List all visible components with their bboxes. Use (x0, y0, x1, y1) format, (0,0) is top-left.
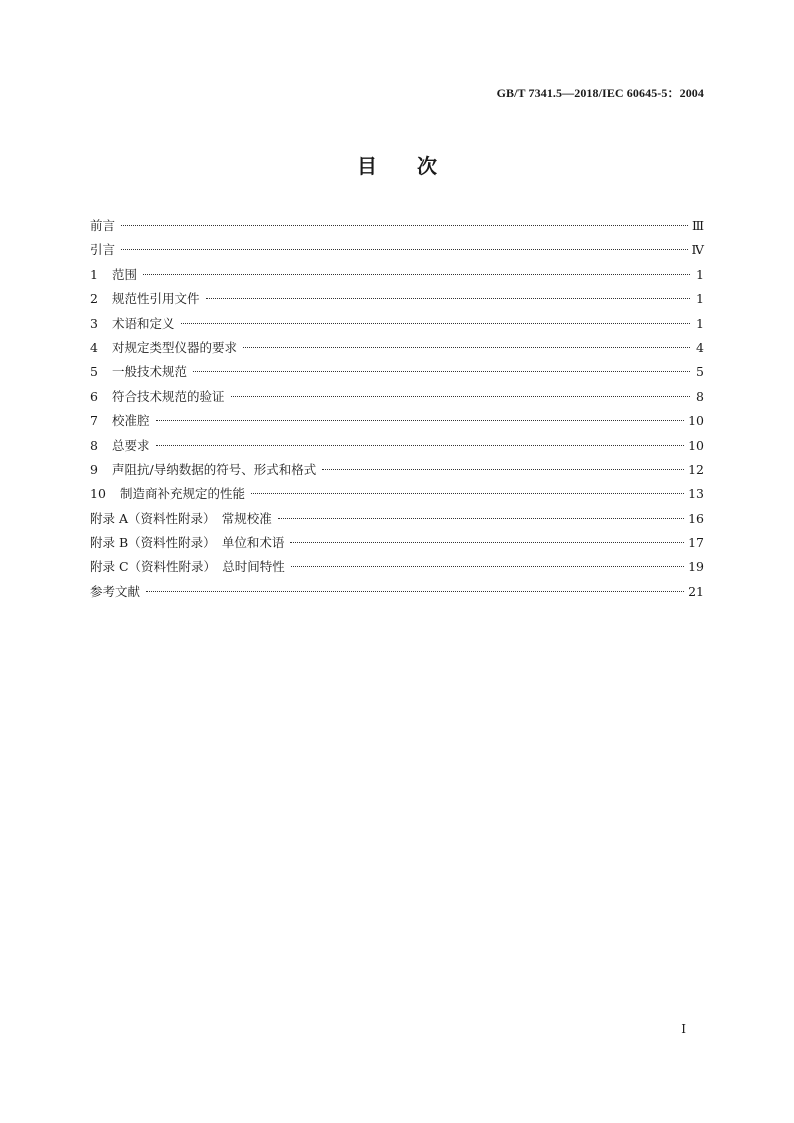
toc-entry-label: 附录 C（资料性附录） 总时间特性 (90, 559, 285, 575)
toc-entry-label: 前言 (90, 218, 116, 233)
toc-entry-3[interactable] (90, 314, 704, 338)
standard-code-header: GB/T 7341.5—2018/IEC 60645-5：2004 (496, 86, 704, 100)
toc-entry-label: 引言 (90, 242, 116, 258)
toc-entry-bibliography[interactable] (90, 582, 704, 606)
toc-entry-page: 13 (688, 486, 704, 502)
toc-entry-label: 术语和定义 (112, 315, 175, 331)
toc-dot-leader (251, 493, 684, 494)
toc-entry-page: 10 (688, 437, 704, 453)
page-number: Ⅰ (681, 1022, 686, 1036)
toc-entry-label: 制造商补充规定的性能 (120, 486, 246, 502)
toc-dot-leader (206, 298, 690, 299)
toc-entry-9[interactable] (90, 460, 704, 484)
toc-entry-7[interactable] (90, 411, 704, 435)
toc-entry-number: 5 (90, 364, 98, 380)
toc-entry-label: 符合技术规范的验证 (112, 388, 225, 404)
toc-entry-5[interactable] (90, 362, 704, 386)
toc-entry-label: 范围 (112, 266, 138, 282)
toc-dot-leader (156, 445, 685, 446)
toc-dot-leader (146, 591, 684, 592)
toc-entry-preface[interactable] (90, 216, 704, 240)
toc-entry-number: 2 (90, 291, 98, 307)
toc-entry-number: 9 (90, 461, 98, 477)
toc-entry-label: 校准腔 (112, 413, 150, 429)
toc-entry-page: Ⅲ (691, 218, 704, 233)
toc-entry-10[interactable] (90, 484, 704, 508)
toc-entry-1[interactable] (90, 265, 704, 289)
toc-entry-introduction[interactable] (90, 240, 704, 264)
toc-dot-leader (291, 566, 684, 567)
toc-entry-page: 10 (688, 413, 704, 429)
toc-entry-page: 1 (696, 315, 704, 331)
toc-entry-page: 1 (696, 291, 704, 307)
toc-entry-number: 7 (90, 413, 98, 429)
toc-entry-annex-c[interactable] (90, 557, 704, 581)
toc-dot-leader (121, 225, 688, 226)
toc-entry-label: 对规定类型仪器的要求 (112, 339, 238, 355)
toc-entry-number: 4 (90, 339, 98, 355)
toc-entry-annex-b[interactable] (90, 533, 704, 557)
toc-dot-leader (143, 274, 690, 275)
toc-entry-number: 6 (90, 388, 98, 404)
toc-entry-page: 4 (696, 339, 704, 355)
page-title: 目次 (357, 154, 477, 178)
toc-entry-8[interactable] (90, 436, 704, 460)
toc-entry-label: 参考文献 (90, 583, 141, 599)
toc-dot-leader (121, 249, 687, 250)
toc-dot-leader (278, 518, 684, 519)
toc-entry-page: 19 (688, 559, 704, 575)
toc-entry-page: 5 (696, 364, 704, 380)
toc-entry-number: 3 (90, 315, 98, 331)
toc-entry-4[interactable] (90, 338, 704, 362)
toc-entry-page: 17 (688, 535, 704, 551)
toc-entry-page: 16 (688, 510, 704, 526)
toc-entry-number: 10 (90, 486, 106, 502)
toc-entry-annex-a[interactable] (90, 509, 704, 533)
toc-dot-leader (181, 323, 690, 324)
toc-dot-leader (193, 371, 690, 372)
toc-entry-number: 8 (90, 437, 98, 453)
toc-dot-leader (243, 347, 690, 348)
toc-entry-2[interactable] (90, 289, 704, 313)
toc-entry-page: 21 (688, 583, 704, 599)
toc-entry-page: 12 (688, 461, 704, 477)
toc-entry-label: 总要求 (112, 437, 150, 453)
toc-entry-page: 8 (696, 388, 704, 404)
toc-entry-label: 附录 A（资料性附录） 常规校准 (90, 510, 272, 526)
toc-entry-label: 附录 B（资料性附录） 单位和术语 (90, 535, 285, 551)
toc-dot-leader (156, 420, 685, 421)
toc-dot-leader (231, 396, 690, 397)
toc-entry-label: 一般技术规范 (112, 364, 188, 380)
toc-entry-label: 规范性引用文件 (112, 291, 200, 307)
toc-dot-leader (322, 469, 684, 470)
toc-entry-page: 1 (696, 266, 704, 282)
toc-entry-label: 声阻抗/导纳数据的符号、形式和格式 (112, 461, 317, 477)
toc-entry-page: Ⅳ (691, 242, 704, 258)
toc-entry-number: 1 (90, 266, 98, 282)
toc-dot-leader (290, 542, 684, 543)
table-of-contents (90, 216, 704, 606)
toc-entry-6[interactable] (90, 387, 704, 411)
